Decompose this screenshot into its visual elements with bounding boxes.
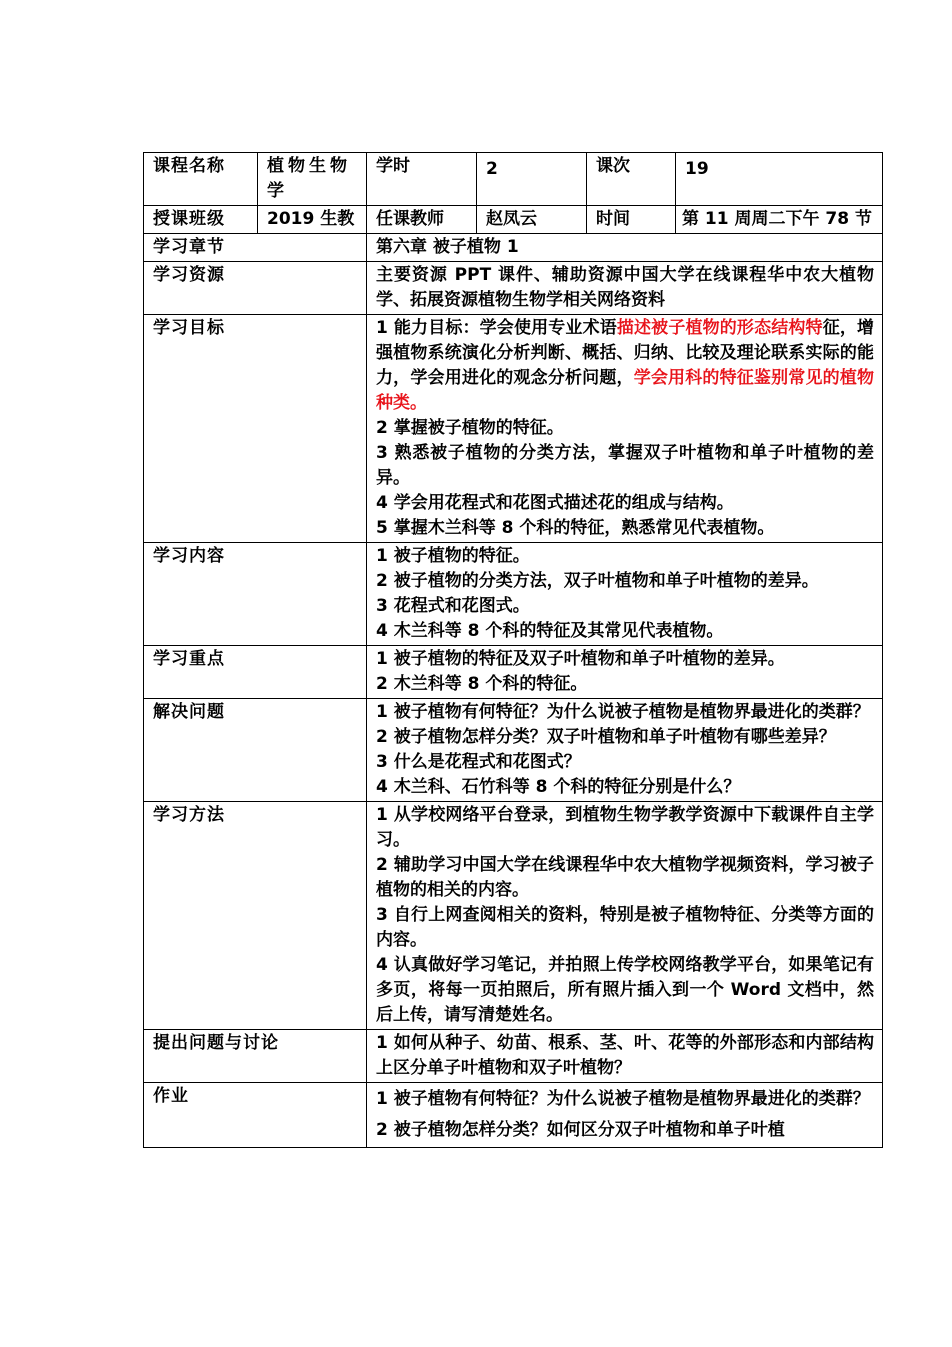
row-methods [144,802,883,1030]
key-points-label: 学习重点 [144,646,367,699]
time-value: 第 11 周周二下午 78 节 [676,206,883,234]
row-resources [144,262,883,315]
homework-item: 2 被子植物怎样分类？如何区分双子叶植物和单子叶植 [376,1120,785,1140]
method-item: 3 自行上网查阅相关的资料，特别是被子植物特征、分类等方面的内容。 [376,905,874,950]
resources-label: 学习资源 [144,262,367,315]
goal-3: 3 熟悉被子植物的分类方法，掌握双子叶植物和单子叶植物的差异。 [376,443,874,488]
key-point-item: 2 木兰科等 8 个科的特征。 [376,674,588,694]
row-homework [144,1083,883,1148]
teacher-label: 任课教师 [367,206,477,234]
goal-5: 5 掌握木兰科等 8 个科的特征，熟悉常见代表植物。 [376,518,775,538]
key-point-item: 1 被子植物的特征及双子叶植物和单子叶植物的差异。 [376,649,785,669]
class-value: 2019 生教 [258,206,367,234]
content-item: 3 花程式和花图式。 [376,596,530,616]
goal-1 [376,316,874,416]
content-item: 2 被子植物的分类方法，双子叶植物和单子叶植物的差异。 [376,571,819,591]
methods-value [367,802,883,1030]
goal-1-text-b: 征，增强植物系统演化分析判断、概括、归纳、比较及理论联系实际的能力，学会用进化的观念分析问题， [376,318,875,388]
row-problems [144,699,883,802]
hours-label: 学时 [367,153,477,206]
goal-4: 4 学会用花程式和花图式描述花的组成与结构。 [376,493,734,513]
method-item: 4 认真做好学习笔记，并拍照上传学校网络教学平台，如果笔记有多页，将每一页拍照后，所有照片插入到一个 Word 文档中，然后上传，请写清楚姓名。 [376,955,874,1025]
row-chapter [144,234,883,262]
session-value: 19 [676,153,883,206]
goal-1-highlight-a: 描述被子植物的形态结构特 [616,318,823,338]
hours-value: 2 [477,153,587,206]
problem-item: 2 被子植物怎样分类？双子叶植物和单子叶植物有哪些差异？ [376,727,836,747]
problems-value [367,699,883,802]
chapter-label: 学习章节 [144,234,367,262]
problem-item: 4 木兰科、石竹科等 8 个科的特征分别是什么？ [376,777,741,797]
goals-value [367,315,883,543]
course-name-label: 课程名称 [144,153,258,206]
method-item: 1 从学校网络平台登录，到植物生物学教学资源中下载课件自主学习。 [376,805,874,850]
lesson-plan-table [143,152,883,1148]
content-item: 4 木兰科等 8 个科的特征及其常见代表植物。 [376,621,724,641]
content-item: 1 被子植物的特征。 [376,546,530,566]
homework-value [367,1083,883,1148]
homework-label: 作业 [144,1083,367,1148]
problems-label: 解决问题 [144,699,367,802]
row-content [144,543,883,646]
chapter-value: 第六章 被子植物 1 [367,234,883,262]
row-course-info [144,153,883,206]
resources-text: 主要资源 PPT 课件、辅助资源中国大学在线课程华中农大植物学、拓展资源植物生物学相关网络资料 [376,265,874,310]
methods-label: 学习方法 [144,802,367,1030]
discussion-value [367,1030,883,1083]
goal-1-highlight-b: 学会用科的特征鉴别常见的植物种类。 [376,368,875,413]
key-points-value [367,646,883,699]
row-key-points [144,646,883,699]
goals-label: 学习目标 [144,315,367,543]
problem-item: 3 什么是花程式和花图式？ [376,752,581,772]
time-label: 时间 [587,206,676,234]
class-label: 授课班级 [144,206,258,234]
content-label: 学习内容 [144,543,367,646]
goal-2: 2 掌握被子植物的特征。 [376,418,564,438]
problem-item: 1 被子植物有何特征？为什么说被子植物是植物界最进化的类群？ [376,702,870,722]
discussion-item: 1 如何从种子、幼苗、根系、茎、叶、花等的外部形态和内部结构上区分单子叶植物和双子叶植物？ [376,1033,874,1078]
homework-item: 1 被子植物有何特征？为什么说被子植物是植物界最进化的类群？ [376,1089,870,1109]
teacher-value: 赵凤云 [477,206,587,234]
row-discussion [144,1030,883,1083]
row-class-info [144,206,883,234]
session-label: 课次 [587,153,676,206]
content-value [367,543,883,646]
course-name-value: 植物生物学 [258,153,367,206]
row-goals [144,315,883,543]
goal-1-text-a: 1 能力目标：学会使用专业术语 [376,318,617,338]
method-item: 2 辅助学习中国大学在线课程华中农大植物学视频资料，学习被子植物的相关的内容。 [376,855,874,900]
discussion-label: 提出问题与讨论 [144,1030,367,1083]
resources-value [367,262,883,315]
